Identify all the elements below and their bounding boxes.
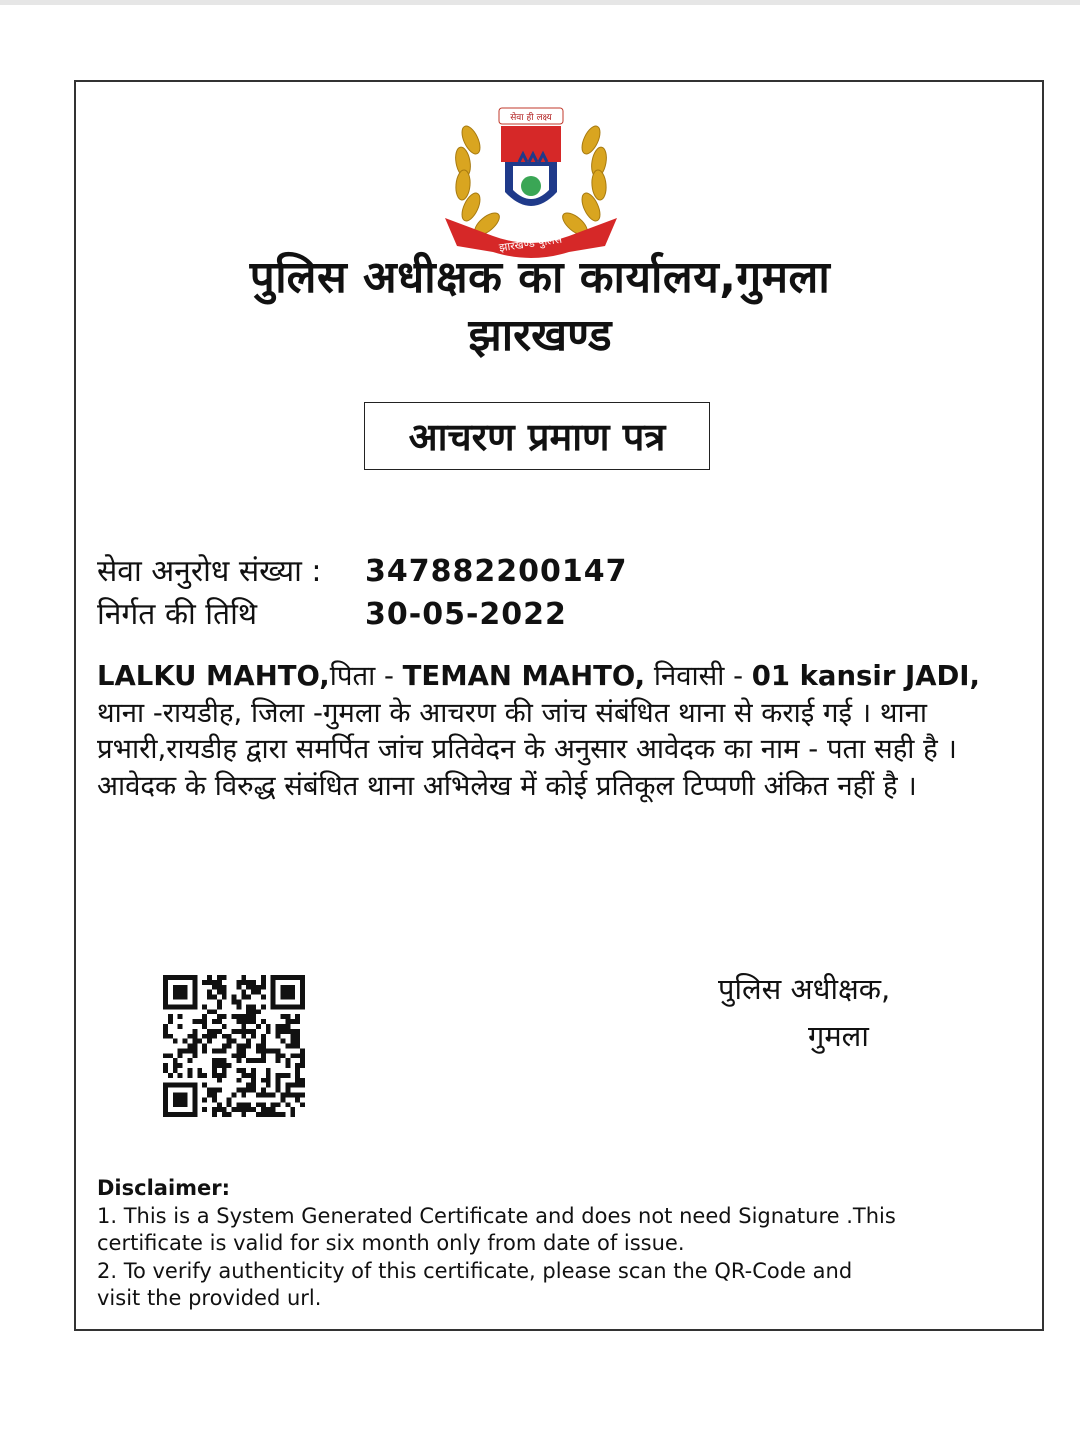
qr-code[interactable] <box>163 975 305 1117</box>
service-request-number: 347882200147 <box>365 554 628 589</box>
service-request-label: सेवा अनुरोध संख्या : <box>97 554 322 589</box>
signatory-designation: पुलिस अधीक्षक, <box>718 972 891 1006</box>
certificate-body <box>97 658 1017 804</box>
issue-date-label: निर्गत की तिथि <box>97 597 258 632</box>
issue-date-value: 30-05-2022 <box>365 597 567 632</box>
disclaimer-line-4: visit the provided url. <box>97 1286 322 1310</box>
police-emblem-logo <box>433 100 629 264</box>
issue-date-row <box>97 595 567 635</box>
emblem-motto-text: सेवा ही लक्ष्य <box>510 113 552 123</box>
applicant-address: 01 kansir JADI, <box>751 660 980 692</box>
disclaimer <box>97 1175 997 1313</box>
office-state: झारखण्ड <box>468 310 612 361</box>
applicant-name: LALKU MAHTO, <box>97 660 330 692</box>
certificate-title: आचरण प्रमाण पत्र <box>364 402 710 470</box>
certificate-statement: थाना -रायडीह, जिला -गुमला के आचरण की जांच संबंधित थाना से कराई गई । थाना प्रभारी,रायडीह द्वारा समर्पित जांच प्रतिवेदन के अनुसार आवेदक का नाम - पता सही है । आवेदक के विरुद्ध संबंधित थाना अभिलेख में कोई प्रतिकूल टिप्पणी अंकित नहीं है । <box>97 696 957 802</box>
signatory-place: गुमला <box>808 1019 869 1053</box>
disclaimer-line-2: certificate is valid for six month only from date of issue. <box>97 1231 685 1255</box>
disclaimer-line-1: 1. This is a System Generated Certificate and does not need Signature .This <box>97 1203 896 1228</box>
disclaimer-line-3: 2. To verify authenticity of this certificate, please scan the QR-Code and <box>97 1258 853 1283</box>
resident-label: निवासी - <box>645 660 752 692</box>
top-strip <box>0 0 1080 5</box>
office-title: पुलिस अधीक्षक का कार्यालय,गुमला <box>249 252 831 303</box>
father-label: पिता - <box>329 660 403 692</box>
emblem-ribbon-text: झारखण्ड पुलिस <box>498 232 563 255</box>
father-name: TEMAN MAHTO, <box>402 660 646 692</box>
disclaimer-heading: Disclaimer: <box>97 1176 231 1200</box>
service-request-row <box>97 552 628 592</box>
